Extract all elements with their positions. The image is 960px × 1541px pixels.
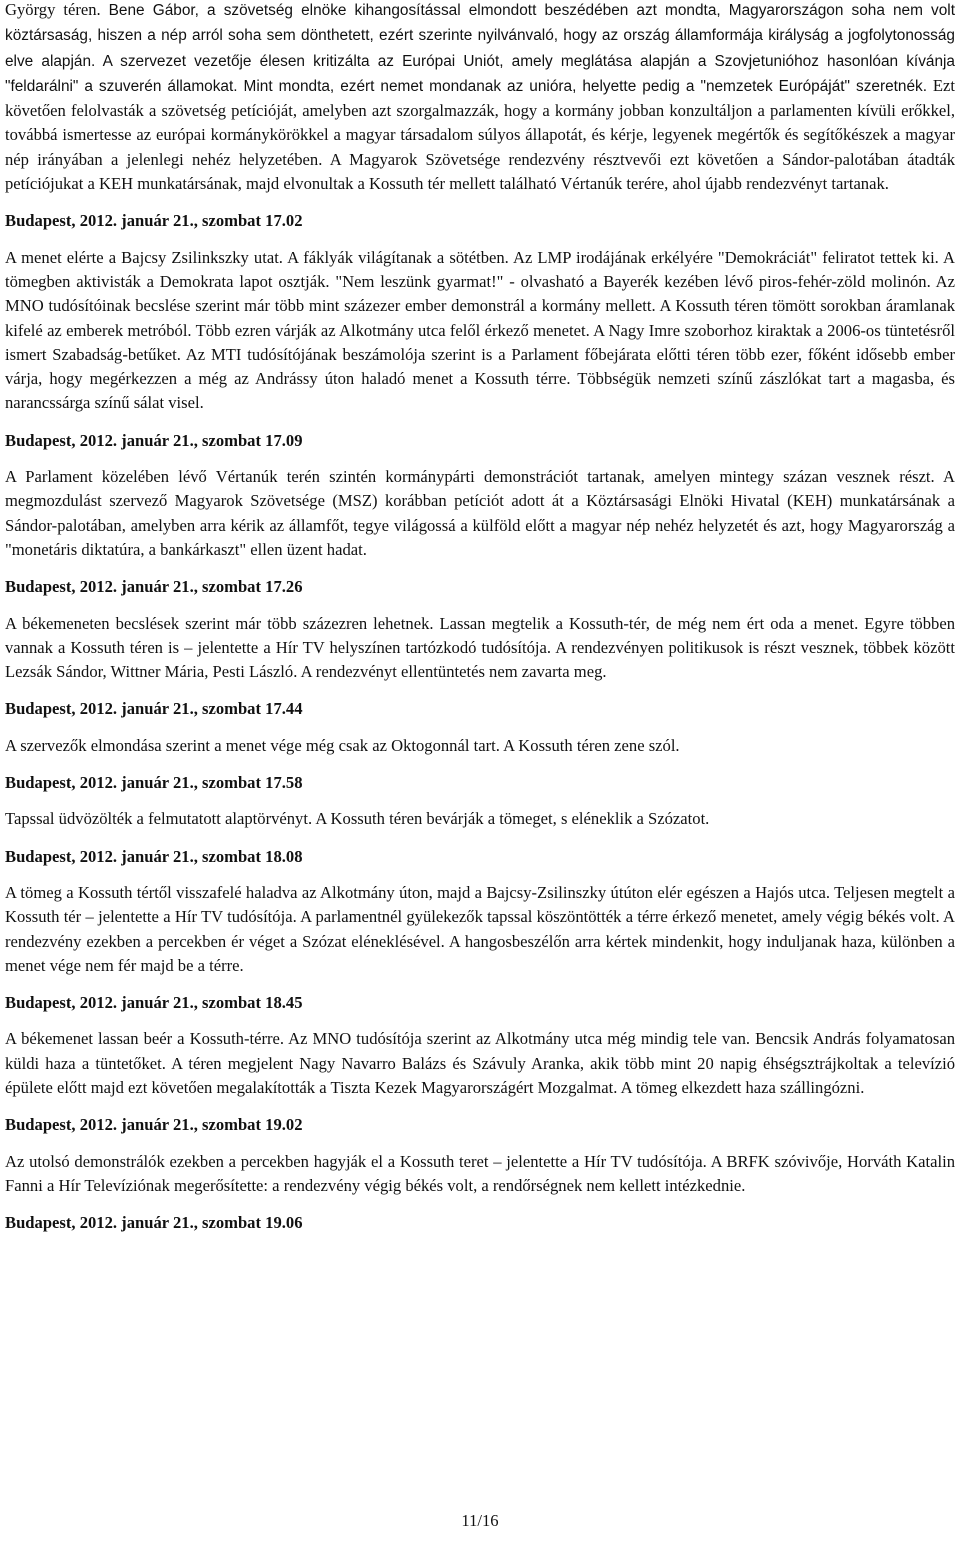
entry-timestamp-heading: Budapest, 2012. január 21., szombat 17.44: [5, 699, 303, 719]
entry-timestamp-heading: Budapest, 2012. január 21., szombat 18.45: [5, 993, 303, 1013]
document-page: [5, 0, 955, 1247]
entry-timestamp-heading: Budapest, 2012. január 21., szombat 17.02: [5, 211, 303, 231]
entry-timestamp-heading: Budapest, 2012. január 21., szombat 19.02: [5, 1115, 303, 1135]
entry-timestamp-heading: Budapest, 2012. január 21., szombat 19.06: [5, 1213, 303, 1233]
entry-paragraph: [5, 807, 955, 831]
paragraph-text-run: A békemenet lassan beér a Kossuth-térre. Az MNO tudósítója szerint az Alkotmány utca még mindig tele van. Bencsik András folyamatosan küldi haza a tüntetőket. A téren megjelent Nagy Navarro Balázs és Szávuly Aranka, akik több mint 20 napig éhségsztrájkoltak a televízió épülete előtt majd ezt követően megalakították a Tiszta Kezek Magyarországért Mozgalmat. A tömeg elkezdett haza szállingózni.: [5, 1029, 955, 1097]
paragraph-text-run: György téren.: [5, 0, 109, 19]
entry-paragraph: [5, 612, 955, 685]
paragraph-text-run: A békemeneten becslések szerint már több százezren lehetnek. Lassan megtelik a Kossuth-tér, de még nem ért oda a menet. Egyre többen vannak a Kossuth téren is – jelentette a Hír TV helyszínen tartózkodó tudósítója. A rendezvényen politikusok is részt vesznek, többek között Lezsák Sándor, Wittner Mária, Pesti László. A rendezvényt ellentüntetés nem zavarta meg.: [5, 613, 955, 682]
entry-paragraph: [5, 734, 955, 758]
entry-timestamp-heading: Budapest, 2012. január 21., szombat 17.26: [5, 577, 303, 597]
paragraph-text-run: Az utolsó demonstrálók ezekben a percekben hagyják el a Kossuth teret – jelentette a Hír TV tudósítója. A BRFK szóvivője, Horváth Katalin Fanni a Hír Televíziónak megerősítette: a rendezvény végig békés volt, a rendőrségnek nem kellett intézkednie.: [5, 1151, 955, 1195]
page-number: 11/16: [461, 1511, 499, 1530]
entry-paragraph: [5, 1150, 955, 1199]
paragraph-text-run: Bene Gábor, a szövetség elnöke kihangosítással elmondott beszédében azt mondta, Magyarországon soha nem volt köztársaság, hiszen a nép arról soha sem dönthetett, ezért szerinte nyilvánvaló, hogy az ország államformája királyság a jogfolytonosság elve alapján. A szervezet vezetője élesen kritizálta az Európai Uniót, amely meglátása alapján a Szovjetunióhoz hasonlóan kívánja "feldarálni" a szuverén államokat. Mint mondta, ezért nemet mondanak az unióra, helyette pedig a "nemzetek Európáját" szeretnék.: [5, 2, 955, 95]
entry-paragraph: [5, 465, 955, 562]
entry-timestamp-heading: Budapest, 2012. január 21., szombat 18.08: [5, 846, 303, 866]
paragraph-text-run: A szervezők elmondása szerint a menet vége még csak az Oktogonnál tart. A Kossuth téren zene szól.: [5, 735, 680, 755]
entry-paragraph: [5, 1027, 955, 1100]
paragraph-text-run: A Parlament közelében lévő Vértanúk terén szintén kormánypárti demonstrációt tartanak, amelyen mintegy százan vesznek részt. A megmozdulást szervező Magyarok Szövetsége (MSZ) korábban petíciót adott át a Köztársasági Elnöki Hivatal (KEH) munkatársának a Sándor-palotában, amelyben arra kérik az államfőt, tegye világossá a külföld előtt a magyar nép nehéz helyzetét és azt, hogy Magyarország a "monetáris diktatúra, a bankárkaszt" ellen üzent hadat.: [5, 467, 955, 559]
entry-timestamp-heading: Budapest, 2012. január 21., szombat 17.09: [5, 430, 303, 450]
entry-paragraph: [5, 246, 955, 416]
paragraph-text-run: Ezt követően felolvasták a szövetség petícióját, amelyben azt szorgalmazzák, hogy a kormány jobban konzultáljon a parlamenten kívüli erőkkel, továbbá ismertesse az európai kormánykörökkel a magyar társadalom súlyos állapotát, és kérje, legyenek megértők és segítőkészek a magyar nép irányában a jelenlegi nehéz helyzetében. A Magyarok Szövetsége rendezvény résztvevői ezt követően a Sándor-palotában átadták petíciójukat a KEH munkatársának, majd elvonultak a Kossuth tér mellett található Vértanúk terére, ahol újabb rendezvényt tartanak.: [5, 75, 955, 194]
paragraph-text-run: A tömeg a Kossuth tértől visszafelé haladva az Alkotmány úton, majd a Bajcsy-Zsilinszky útúton elér egészen a Hajós utca. Teljesen megtelt a Kossuth tér – jelentette a Hír TV tudósítója. A parlamentnél gyülekezők tapssal köszöntötték a térre érkező menetet, amely végig békés volt. A rendezvény ezekben a percekben ér véget a Szózat eléneklésével. A hangosbeszélőn arra kértek mindenkit, hogy induljanak haza, különben a menet vége nem fér majd be a térre.: [5, 882, 955, 975]
paragraph-text-run: A menet elérte a Bajcsy Zsilinkszky utat. A fáklyák világítanak a sötétben. Az LMP irodájának erkélyére "Demokráciát" feliratot tettek ki. A tömegben aktivisták a Demokrata lapot osztják. "Nem leszünk gyarmat!" - olvasható a Bayerék kezében lévő piros-fehér-zöld molinón. Az MNO tudósítóinak becslése szerint már több mint százezer ember demonstrál a kormány mellett. A Kossuth téren tömött sorokban áramlanak kifelé az emberek metróból. Több ezren várják az Alkotmány utca felől érkező menetet. A Nagy Imre szoborhoz kiraktak a 2006-os tüntetésről ismert Szabadság-betűket. Az MTI tudósítójának beszámolója szerint is a Parlament főbejárata előtti téren több ezer, főként idősebb ember várja, hogy megérkezzen a még az Andrássy úton haladó menet a Kossuth térre. Többségük nemzeti színű zászlókat tart a magasba, és narancssárga színű sálat visel.: [5, 247, 955, 413]
entry-paragraph: [5, 0, 955, 196]
paragraph-text-run: Tapssal üdvözölték a felmutatott alaptörvényt. A Kossuth téren bevárják a tömeget, s eléneklik a Szózatot.: [5, 809, 710, 829]
entry-timestamp-heading: Budapest, 2012. január 21., szombat 17.58: [5, 773, 303, 793]
entry-paragraph: [5, 881, 955, 978]
